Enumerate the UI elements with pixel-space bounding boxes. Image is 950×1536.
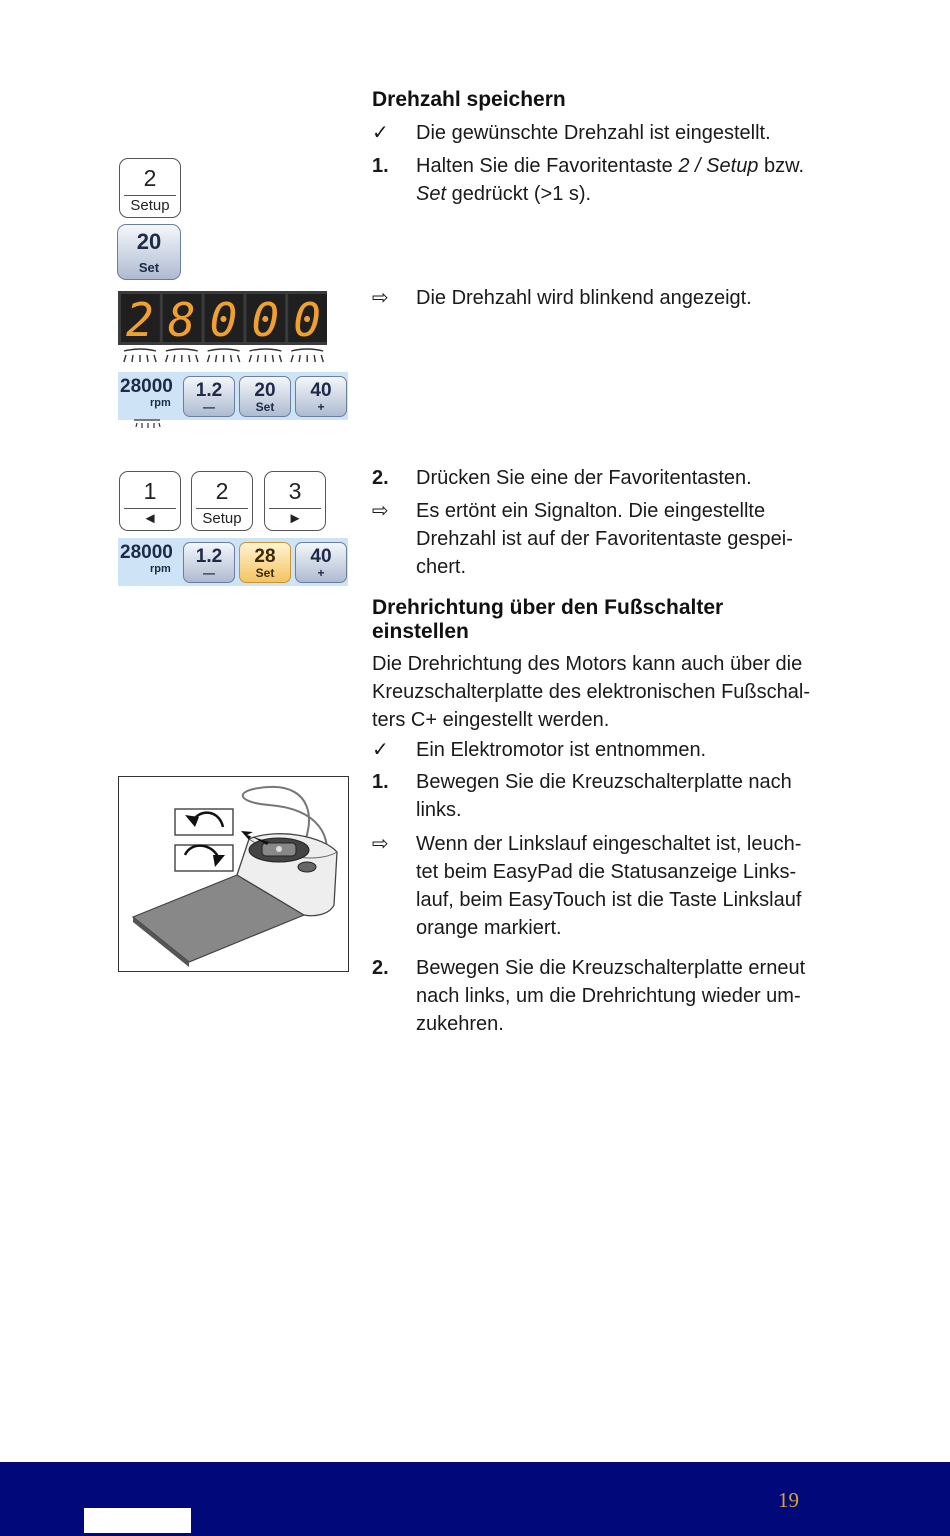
easypad-button-plus[interactable] (295, 376, 347, 417)
button-main-label: 1.2 (195, 380, 223, 401)
heading-drehrichtung: Drehrichtung über den Fußschalter einstellen (372, 596, 724, 643)
key-main-label: 3 (288, 478, 302, 504)
rpm-value: 28000 (120, 376, 173, 397)
button-main-label: 1.2 (195, 546, 223, 567)
button-sub-label: Set (255, 566, 275, 580)
key-ref-setup: 2 / Setup (678, 155, 759, 177)
page-number: 19 (778, 1488, 799, 1512)
intro-paragraph: Die Drehrichtung des Motors kann auch über die Kreuzschalterplatte des elektronischen Fußschal- ters C+ eingestellt werden. (372, 653, 810, 731)
key-divider (269, 508, 321, 509)
display-digit: 0 (293, 293, 321, 345)
easytouch-button-set-highlighted[interactable] (239, 542, 291, 583)
button-main-label: 40 (310, 380, 332, 401)
easypad-button-minus[interactable] (183, 376, 235, 417)
easytouch-status-strip (118, 538, 348, 586)
blink-ray (174, 355, 175, 362)
footer-white-box (84, 1508, 191, 1533)
key-sub-label: Setup (130, 197, 170, 214)
button-main-label: 40 (310, 546, 332, 567)
step-number: 1. (372, 771, 389, 793)
key-divider (124, 195, 176, 196)
button-main-label: 20 (254, 380, 276, 401)
result-arrow-icon: ⇨ (372, 287, 389, 309)
heading-drehzahl-speichern: Drehzahl speichern (372, 88, 566, 111)
check-text: Ein Elektromotor ist entnommen. (416, 739, 707, 761)
key-main-label: 2 (143, 165, 157, 191)
foot-control-drawing (119, 777, 347, 970)
speed-display (118, 291, 327, 345)
rpm-value: 28000 (120, 542, 173, 563)
key-main-label: 1 (143, 478, 157, 504)
blink-ray (208, 349, 240, 351)
favorite-key-2-setup[interactable] (119, 158, 181, 218)
blink-ray (238, 355, 240, 362)
blink-indicator-icon (118, 345, 330, 369)
blink-ray (124, 349, 156, 351)
blink-ray (249, 349, 281, 351)
blink-ray (321, 355, 323, 362)
button-sub-label: — (203, 400, 215, 414)
blink-ray (189, 355, 190, 362)
rpm-unit: rpm (150, 563, 171, 575)
step-text: Bewegen Sie die Kreuzschalterplatte erneut nach links, um die Drehrichtung wieder um- zukehren. (416, 957, 806, 1035)
key-main-label: 20 (136, 229, 162, 254)
blink-ray (216, 355, 217, 362)
blink-ray (124, 355, 126, 362)
step-text: Halten Sie die Favoritentaste 2 / Setup bzw. Set gedrückt (>1 s). (416, 155, 805, 205)
blink-ray (257, 355, 258, 362)
step-number: 2. (372, 957, 389, 979)
foot-control-illustration (118, 776, 349, 972)
key-divider (124, 508, 176, 509)
easypad-button-set[interactable] (239, 376, 291, 417)
favorite-key-1-left[interactable] (119, 471, 181, 531)
blink-ray (279, 355, 281, 362)
right-arrow-icon: ► (287, 510, 303, 527)
key-main-label: 2 (215, 478, 229, 504)
blink-ray (249, 355, 251, 362)
key-sub-label: Setup (202, 510, 242, 527)
blink-ray (132, 355, 133, 362)
button-sub-label: + (317, 566, 325, 580)
easytouch-button-minus[interactable] (183, 542, 235, 583)
display-digit: 0 (251, 293, 280, 345)
blink-ray (314, 355, 315, 362)
check-icon: ✓ (372, 122, 389, 144)
button-main-label: 28 (254, 546, 276, 567)
blink-ray (231, 355, 232, 362)
blink-ray (196, 355, 198, 362)
blink-ray (291, 349, 323, 351)
favorite-key-20-set[interactable] (117, 224, 181, 280)
blink-ray (166, 355, 168, 362)
button-sub-label: — (203, 566, 215, 580)
key-ref-set: Set (416, 183, 447, 205)
blink-ray (147, 355, 148, 362)
blink-ray (291, 355, 293, 362)
step-number: 2. (372, 467, 389, 489)
rpm-unit: rpm (150, 397, 171, 409)
result-arrow-icon: ⇨ (372, 500, 389, 522)
check-icon: ✓ (372, 739, 389, 761)
key-sub-label: Set (138, 260, 160, 275)
blink-ray (208, 355, 210, 362)
blink-ray (166, 349, 198, 351)
blink-ray (272, 355, 273, 362)
key-divider (196, 508, 248, 509)
step-text: Bewegen Sie die Kreuzschalterplatte nach links. (416, 771, 792, 821)
rpm-blink-icon (130, 418, 166, 430)
step-number: 1. (372, 155, 389, 177)
button-sub-label: Set (255, 400, 275, 414)
speed-display-digits (118, 291, 327, 345)
favorite-key-2-setup[interactable] (191, 471, 253, 531)
result-text: Wenn der Linkslauf eingeschaltet ist, leuch- tet beim EasyPad die Statusanzeige Links- lauf, beim EasyTouch ist die Taste Linkslauf orange markiert. (416, 833, 802, 939)
button-sub-label: + (317, 400, 325, 414)
result-text: Es ertönt ein Signalton. Die eingestellte Drehzahl ist auf der Favoritentaste gespei- chert. (416, 500, 793, 578)
left-arrow-icon: ◄ (142, 510, 158, 527)
step-text: Drücken Sie eine der Favoritentasten. (416, 467, 752, 489)
result-arrow-icon: ⇨ (372, 833, 389, 855)
favorite-key-3-right[interactable] (264, 471, 326, 531)
display-digit: 8 (167, 293, 196, 345)
blink-ray (154, 355, 156, 362)
blink-ray (299, 355, 300, 362)
display-digit: 0 (209, 293, 238, 345)
result-text: Die Drehzahl wird blinkend angezeigt. (416, 287, 752, 309)
easytouch-button-plus[interactable] (295, 542, 347, 583)
easypad-status-strip (118, 372, 348, 420)
display-digit: 2 (126, 293, 154, 345)
check-text: Die gewünschte Drehzahl ist eingestellt. (416, 122, 771, 144)
